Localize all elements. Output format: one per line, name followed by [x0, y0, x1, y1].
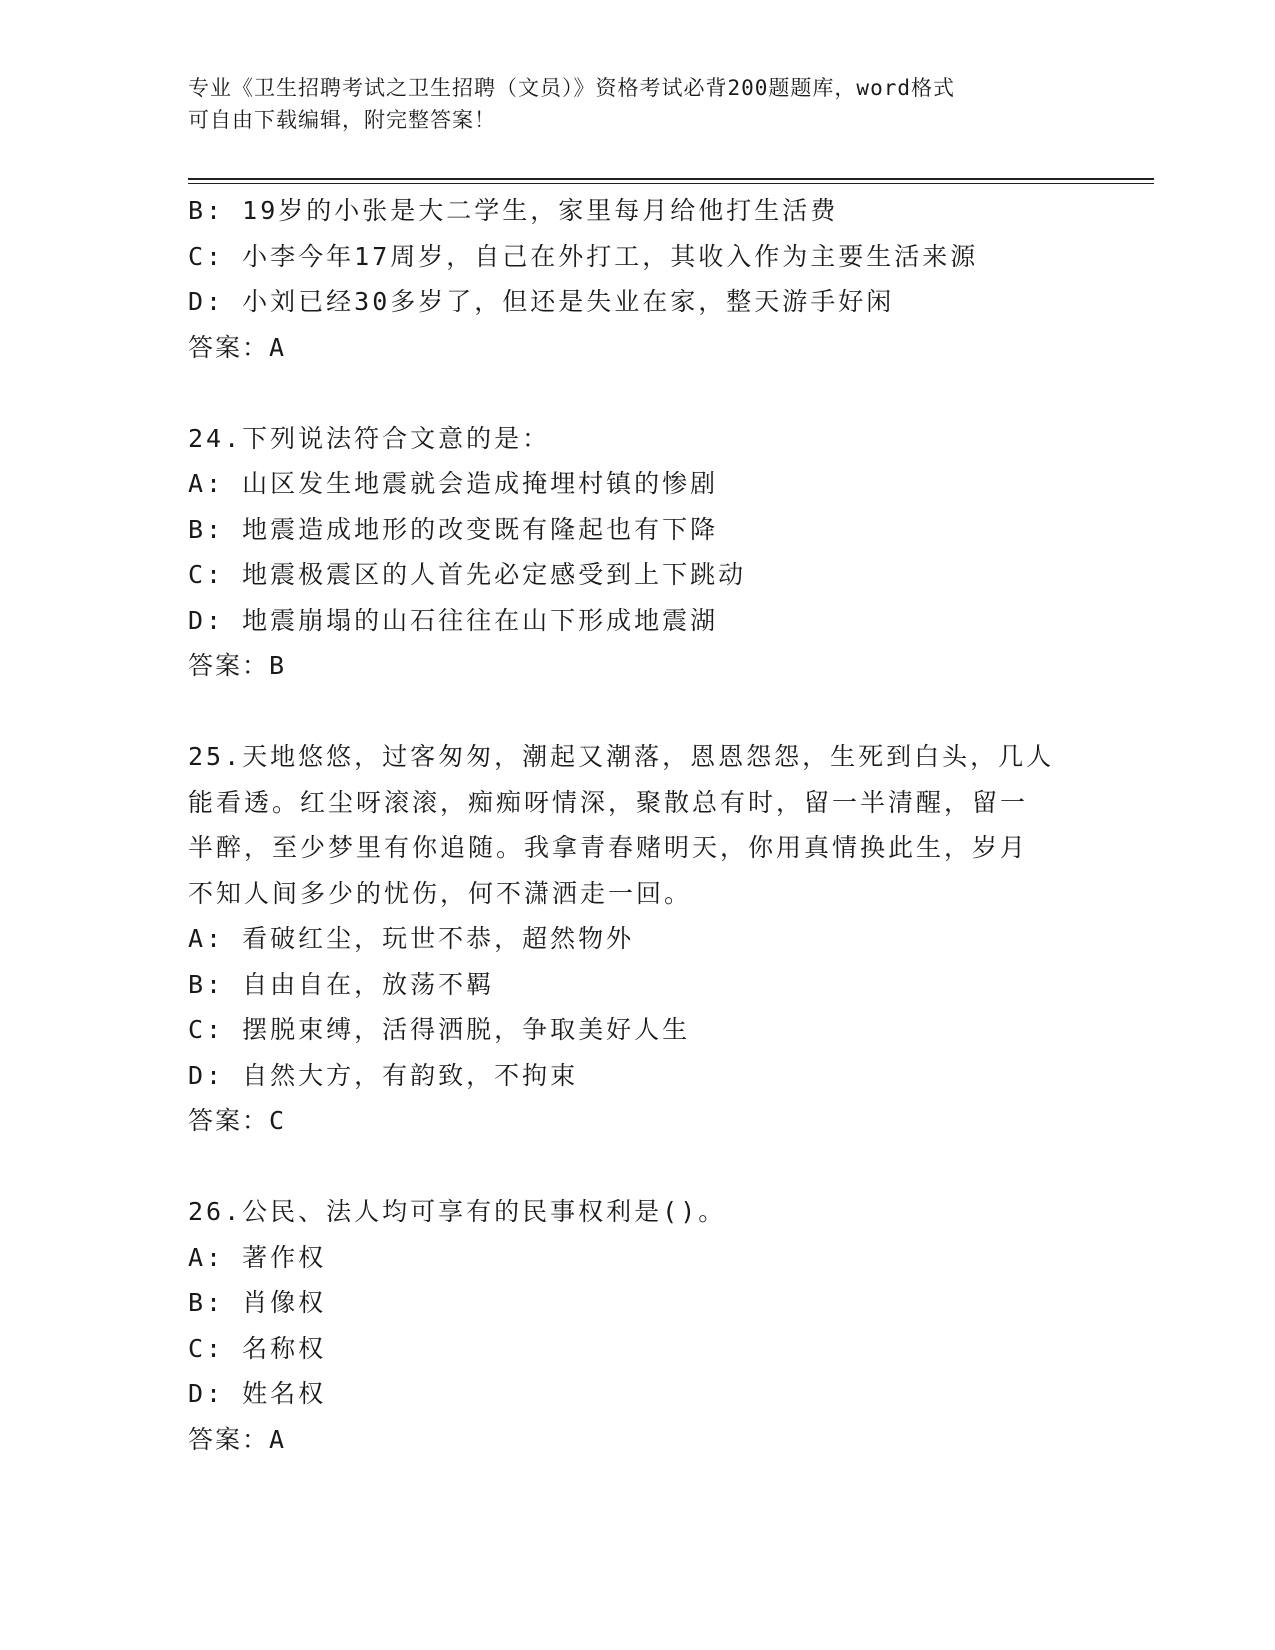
- q25-option-a: A: 看破红尘，玩世不恭，超然物外: [188, 924, 635, 953]
- q25-answer: 答案：C: [188, 1106, 287, 1135]
- q25-question-line: 能看透。红尘呀滚滚，痴痴呀情深，聚散总有时，留一半清醒，留一: [188, 787, 1029, 817]
- q25-option-c: C: 摆脱束缚，活得洒脱，争取美好人生: [188, 1015, 691, 1044]
- question-content: [188, 188, 1088, 1462]
- question-24-block: [188, 416, 1088, 689]
- q26-question: 26.公民、法人均可享有的民事权利是()。: [188, 1197, 727, 1226]
- q24-option-a: A: 山区发生地震就会造成掩埋村镇的惨剧: [188, 469, 719, 498]
- q23-option-c: C: 小李今年17周岁，自己在外打工，其收入作为主要生活来源: [188, 241, 979, 271]
- q25-question-line: 25.天地悠悠，过客匆匆，潮起又潮落，恩恩怨怨，生死到白头，几人: [188, 742, 1055, 771]
- header-divider-thin: [188, 183, 1154, 184]
- spacer: [188, 370, 1088, 416]
- q25-option-b: B: 自由自在，放荡不羁: [188, 969, 495, 999]
- question-26-block: [188, 1189, 1088, 1462]
- spacer: [188, 689, 1088, 735]
- spacer: [188, 1144, 1088, 1190]
- question-23-block: [188, 188, 1088, 370]
- q25-question-line: 半醉，至少梦里有你追随。我拿青春赌明天，你用真情换此生，岁月: [188, 833, 1029, 862]
- q23-option-d: D: 小刘已经30多岁了，但还是失业在家，整天游手好闲: [188, 287, 895, 316]
- q24-option-d: D: 地震崩塌的山石往往在山下形成地震湖: [188, 605, 719, 635]
- q26-option-d: D: 姓名权: [188, 1379, 327, 1408]
- q26-option-b: B: 肖像权: [188, 1288, 327, 1317]
- q26-option-a: A: 著作权: [188, 1242, 327, 1272]
- question-25-block: [188, 734, 1088, 1144]
- q24-option-c: C: 地震极震区的人首先必定感受到上下跳动: [188, 560, 747, 589]
- q26-option-c: C: 名称权: [188, 1333, 327, 1363]
- q25-question-line: 不知人间多少的忧伤，何不潇洒走一回。: [188, 878, 693, 908]
- header-title-line-1: 专业《卫生招聘考试之卫生招聘（文员）》资格考试必背200题题库，word格式: [188, 76, 955, 100]
- document-header: [188, 72, 1088, 136]
- header-divider-thick: [188, 178, 1154, 180]
- q24-question: 24.下列说法符合文意的是：: [188, 423, 551, 453]
- q25-option-d: D: 自然大方，有韵致，不拘束: [188, 1060, 579, 1090]
- q23-option-b: B: 19岁的小张是大二学生，家里每月给他打生活费: [188, 196, 839, 225]
- q24-answer: 答案：B: [188, 651, 287, 680]
- header-title-line-2: 可自由下载编辑，附完整答案！: [188, 108, 496, 132]
- q24-option-b: B: 地震造成地形的改变既有隆起也有下降: [188, 514, 719, 544]
- q23-answer: 答案：A: [188, 332, 287, 362]
- q26-answer: 答案：A: [188, 1424, 287, 1454]
